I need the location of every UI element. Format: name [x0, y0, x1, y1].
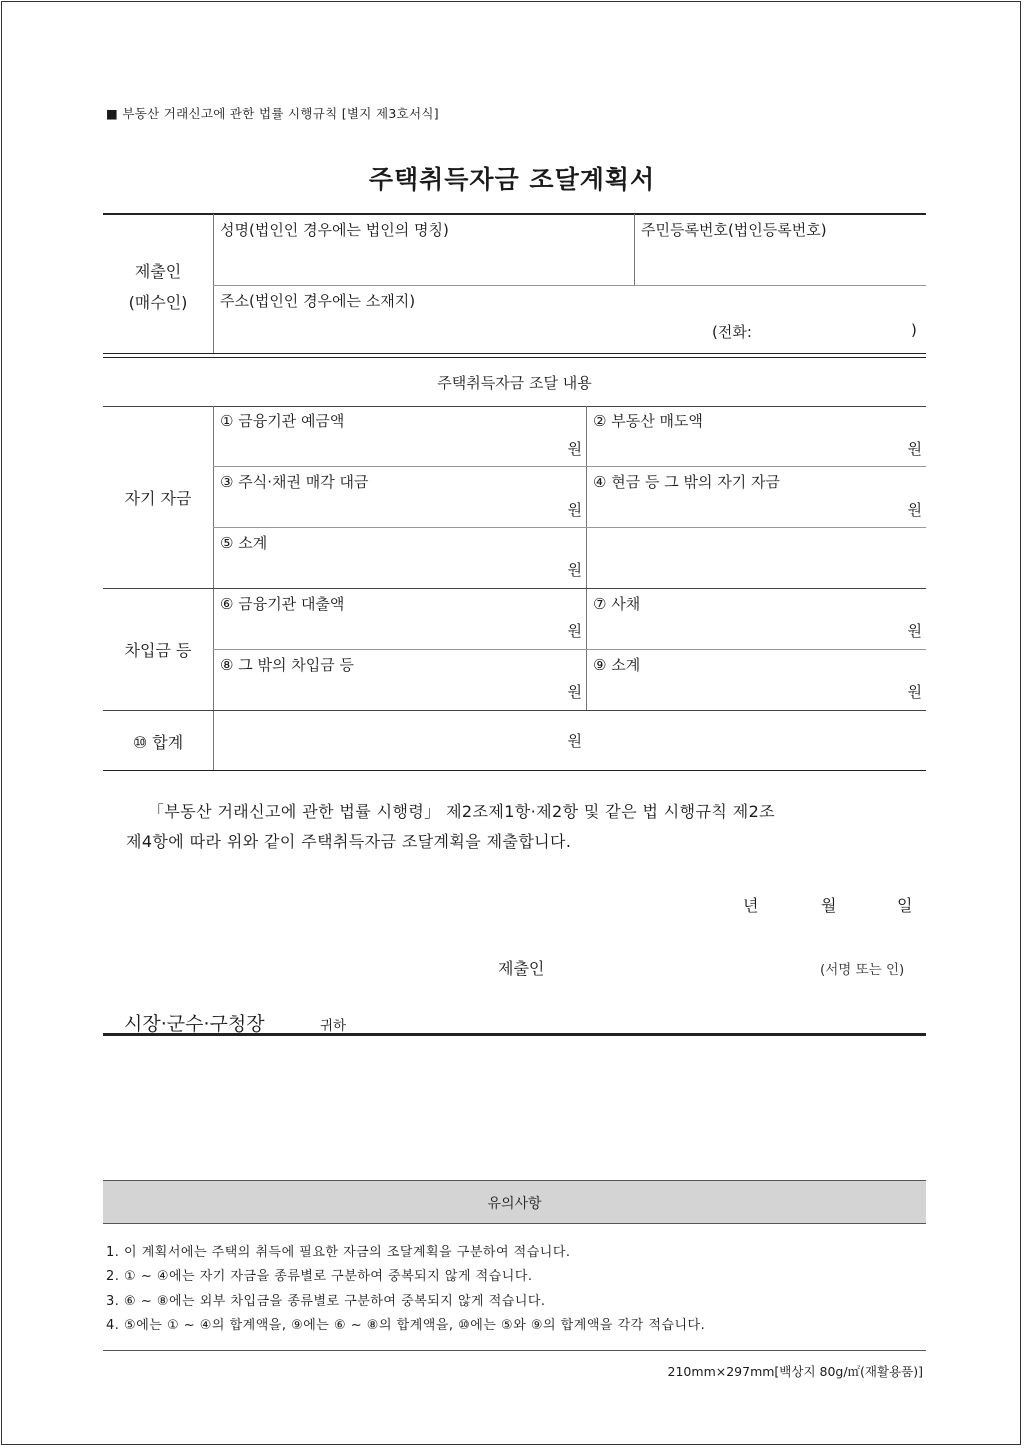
table-bottom-border: [103, 770, 926, 771]
own-subtotal-field[interactable]: ⑤ 소계: [220, 534, 268, 552]
private-loan-field[interactable]: ⑦ 사채: [593, 595, 641, 613]
submitter-sublabel: (매수인): [128, 293, 188, 312]
statement-line-1: 「부동산 거래신고에 관한 법률 시행령」 제2조제1항·제2항 및 같은 법 시행규칙 제2조: [148, 802, 776, 821]
total-field[interactable]: 원: [567, 732, 582, 750]
submitter-label: 제출인: [134, 262, 182, 281]
divider: [103, 1180, 926, 1181]
real-estate-sale-field[interactable]: ② 부동산 매도액: [593, 412, 703, 430]
divider: [103, 357, 926, 358]
deposit-field[interactable]: ① 금융기관 예금액: [220, 412, 345, 430]
divider: [213, 214, 214, 354]
divider: [213, 649, 926, 650]
page-title: 주택취득자금 조달계획서: [368, 165, 656, 194]
note-item-4: 4. ⑤에는 ① ~ ④의 합계액을, ⑨에는 ⑥ ~ ⑧의 합계액을, ⑩에는 ⑤와 ⑨의 합계액을 각각 적습니다.: [106, 1318, 706, 1333]
own-funds-label: 자기 자금: [124, 489, 192, 508]
phone-field-label: (전화:: [712, 323, 752, 341]
stock-bond-sale-field[interactable]: ③ 주식·채권 매각 대금: [220, 473, 369, 491]
paper-spec: 210mm×297mm[백상지 80g/㎡(재활용품)]: [667, 1364, 923, 1379]
bank-loan-field[interactable]: ⑥ 금융기관 대출액: [220, 595, 345, 613]
borrowed-subtotal-field[interactable]: ⑨ 소계: [593, 656, 641, 674]
divider: [103, 1033, 926, 1036]
divider: [634, 214, 635, 285]
signature-label: 제출인: [498, 959, 545, 978]
note-item-2: 2. ① ~ ④에는 자기 자금을 종류별로 구분하여 중복되지 않게 적습니다.: [106, 1269, 533, 1284]
date-month[interactable]: 월: [821, 896, 837, 915]
signature-field[interactable]: (서명 또는 인): [820, 962, 905, 978]
name-field[interactable]: 성명(법인인 경우에는 법인의 명칭): [220, 221, 449, 239]
table-top-border: [103, 213, 926, 215]
divider: [103, 588, 926, 589]
form-reference: ■ 부동산 거래신고에 관한 법률 시행규칙 [별지 제3호서식]: [106, 106, 439, 121]
section-title: 주택취득자금 조달 내용: [437, 374, 592, 392]
divider: [213, 285, 926, 286]
divider: [103, 353, 926, 354]
divider: [213, 466, 926, 467]
unit-label: 원: [907, 622, 922, 640]
page-border: [1, 1, 1021, 1445]
cash-other-field[interactable]: ④ 현금 등 그 밖의 자기 자금: [593, 473, 780, 491]
addressee: 시장·군수·구청장: [124, 1013, 265, 1035]
note-item-1: 1. 이 계획서에는 주택의 취득에 필요한 자금의 조달계획을 구분하여 적습니다.: [106, 1245, 571, 1260]
divider: [586, 406, 587, 710]
unit-label: 원: [567, 683, 582, 701]
date-day[interactable]: 일: [897, 896, 913, 915]
unit-label: 원: [567, 622, 582, 640]
unit-label: 원: [907, 501, 922, 519]
unit-label: 원: [907, 683, 922, 701]
unit-label: 원: [567, 440, 582, 458]
date-year[interactable]: 년: [743, 896, 759, 915]
address-field[interactable]: 주소(법인인 경우에는 소재지): [220, 292, 416, 310]
unit-label: 원: [907, 440, 922, 458]
addressee-suffix: 귀하: [320, 1018, 347, 1034]
statement-line-2: 제4항에 따라 위와 같이 주택취득자금 조달계획을 제출합니다.: [126, 832, 572, 851]
unit-label: 원: [567, 501, 582, 519]
divider: [213, 527, 926, 528]
phone-field-close: ): [911, 321, 917, 339]
divider: [103, 1350, 926, 1351]
unit-label: 원: [567, 561, 582, 579]
total-label: ⑩ 합계: [132, 733, 184, 752]
id-number-field[interactable]: 주민등록번호(법인등록번호): [641, 221, 827, 239]
divider: [103, 406, 926, 407]
other-borrowing-field[interactable]: ⑧ 그 밖의 차입금 등: [220, 656, 354, 674]
note-item-3: 3. ⑥ ~ ⑧에는 외부 차입금을 종류별로 구분하여 중복되지 않게 적습니다.: [106, 1294, 546, 1309]
divider: [103, 710, 926, 711]
borrowed-label: 차입금 등: [124, 641, 192, 660]
divider: [103, 1223, 926, 1224]
notes-title: 유의사항: [487, 1196, 542, 1212]
